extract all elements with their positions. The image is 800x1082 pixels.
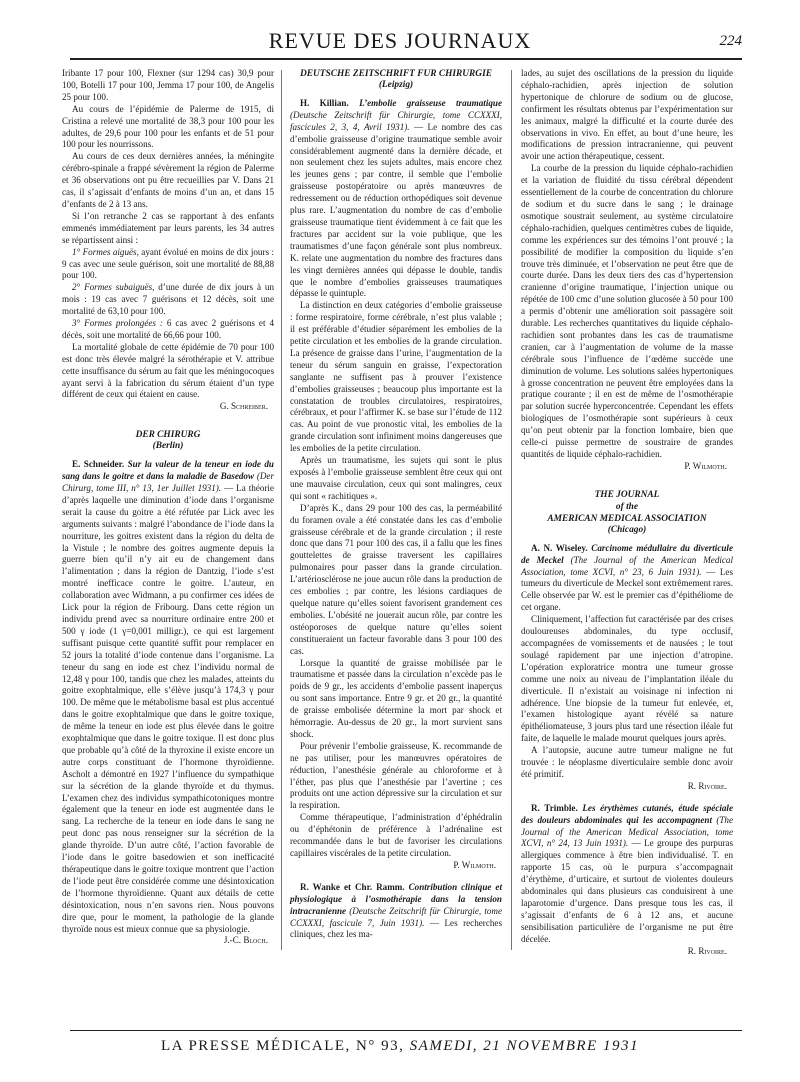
article-reference: (Deutsche Zeitschrift für Chirurgie, tome CCXXXI, fascicules 2, 3, 4, Avril 1931). bbox=[290, 109, 502, 132]
signature: J.-C. Bloch. bbox=[223, 935, 268, 946]
journal-heading: DEUTSCHE ZEITSCHRIFT FUR CHIRURGIE bbox=[300, 69, 492, 79]
paragraph: Au cours de l’épidémie de Palerme de 1915, di Cristina a relevé une mortalité de 38,3 pour 100 pour les adultes, de 29,6 pour 100 pour les enfants et de 51 pour 100 pour les nourrissons. bbox=[62, 103, 274, 150]
paragraph: Pour prévenir l’embolie graisseuse, K. recommande de ne pas utiliser, pour les manœuvres opératoires de réduction, l’anesthésie générale au chloroforme et à l’éther, pas plus que l’anesthésie par l’avertine ; ces produits ont une action dépressive sur la circulation et sur la respiration. bbox=[290, 740, 502, 811]
signature: R. Rivoire. bbox=[687, 945, 727, 956]
journal-city: (Berlin) bbox=[152, 441, 184, 452]
emphasis: 3° Formes prolongées : bbox=[72, 318, 163, 329]
journal-city: (Leipzig) bbox=[378, 80, 414, 90]
article-title: Sur la valeur de la teneur en iode du sang dans le goitre et dans la maladie de Basedow bbox=[62, 459, 274, 482]
article-reference: (The Journal of the American Medical Association, tome XCVI, n° 23, 6 Juin 1931). bbox=[521, 554, 734, 577]
paragraph: Si l’on retranche 2 cas se rapportant à des enfants emmenés immédiatement par leurs parents, les 34 autres se répartissent ainsi : bbox=[62, 210, 274, 245]
article bbox=[290, 882, 502, 942]
paragraph: Iribante 17 pour 100, Flexner (sur 1294 cas) 30,9 pour 100, Botelli 17 pour 100, Jemma 17 pour 100, de Angelis 25 pour 100. bbox=[62, 68, 274, 102]
paragraph: La courbe de la pression du liquide céphalo-rachidien et la variation de fluidité du tissu cérébral dépendent essentiellement de la courbe de concentration du chlorure de sodium et du sucre dans le sang ; le drainage osmotique soustrait seulement, au système circulatoire céphalo-rachidien, quelques centimètres cubes de liquide, comme les expériences sur des témoins l’ont prouvé ; la possibilité de modifier la composition du liquide s’en trouve très diminuée, et l’observation ne peut être que de courte durée. Dans les deux tiers des cas d’hypertension cranienne d’origine traumatique, l’injection unique ou répétée de 100 cmc d’une solution glucosée à 50 pour 100 a permis d’obtenir une amélioration soit passagère soit durable. Les recherches quantitatives du liquide céphalo-rachidien sont probantes dans les cas de traumatisme cranien, car à l’augmentation de volume de la masse cérébrale sous l’influence de l’œdème succède une diminution de volume. Les solutions salées hypertoniques à grosse concentration ne peuvent être employées dans la pratique courante ; il en est de même de l’osmothérapie par solution sucrée hyperconcentrée. Cependant les effets biologiques de l’osmothérapie sont supérieurs à ceux qu’on peut obtenir par la fonction lombaire, bien que celle-ci puisse permettre de soustraire de grandes quantités de liquide céphalo-rachidien. bbox=[521, 163, 733, 459]
paragraph: La mortalité globale de cette épidémie de 70 pour 100 est donc très élevée malgré la sérothérapie et V. attribue cette insuffisance du sérum au fait que les méningocoques ayant servi à la fabrication du sérum étaient d’un type différent de ceux qui étaient en cause. bbox=[62, 341, 274, 400]
column-2 bbox=[290, 68, 502, 941]
article-author: R. Wanke et Chr. Ramm. bbox=[300, 881, 405, 892]
journal-heading: THE JOURNAL bbox=[594, 489, 660, 500]
paragraph bbox=[62, 282, 274, 318]
article-title: L’embolie graisseuse traumatique bbox=[348, 97, 502, 108]
footer-date: SAMEDI, 21 NOVEMBRE 1931 bbox=[409, 1038, 639, 1054]
column-divider bbox=[281, 70, 282, 950]
article-reference: (Deutsche Zeitschrift für Chirurgie, tome CCXXXI, fascicule 7, Juin 1931). bbox=[290, 905, 502, 928]
article-body: — La théorie d’après laquelle une diminution d’iode dans l’organisme serait la cause du goitre a été réfutée par Lick avec les arguments suivants : malgré l’abondance de l’iode dans la nourriture, les goitres existent dans la région du delta de la Vistule ; le nombre des goitres augmente depuis la guerre bien qu’il n’y ait eu de changement dans l’alimentation ; dans la région de Dantzig, l’iode s’est montré inefficace contre le goitre. L’auteur, en collaboration avec Widmann, a pu confirmer ces idées de Lick pour la région de Fribourg. Dans cette région un individu prend avec sa nourriture ordinaire entre 200 et 500 γ iode (1 γ=0,001 milligr.), ce qui est largement suffisant puisque cette quantité suffit pour remplacer en 52 jours la totalité d’iode contenue dans l’organisme. La teneur du sang en iode est chez l’individu normal de 12,48 γ pour 100, tandis que chez les malades, atteints du goitre exophtalmique, elle s’élève jusqu’à 174,3 γ pour 100. De même que le métabolisme basal est plus accentué dans le goitre exophtalmique que dans le goitre toxique, de même la teneur en iode est plus élevée dans le goitre exophtalmique que dans le goitre toxique. Il est donc plus que probable qu’à côté de la thyroxine il existe encore un autre corps constituant de l’hormone thyroïdienne. Ascholt a démontré en 1927 l’influence du sympathique sur la sécrétion de la glande thyroïde et du thymus. L’examen chez des individus sympathicotoniques montre également que la teneur en iode est augmentée dans le sang. La recherche de la teneur en iode dans le sang ne peut donc pas nous renseigner sur la sécrétion de la glande thyroïde. D’un autre côté, l’action favorable de l’iode dans le goitre basedowien et son inefficacité thérapeutique dans le goitre toxique montrent que l’action de l’iode peut être considérée comme une désintoxication de l’hormone thyroïdienne. Quant aux détails de cette désintoxication, nous n’en savons rien. Nous pouvons dire que, pour le moment, la pathologie de la glande thyroïde nous est mieux connue que sa physiologie. bbox=[62, 483, 274, 934]
header-rule bbox=[70, 58, 742, 60]
article-reference: (The Journal of the American Medical Association, tome XCVI, n° 24, 13 Juin 1931). bbox=[521, 814, 733, 849]
article-title: Contribution clinique et physiologique à l’osmothérapie dans la tension intracranienne bbox=[290, 881, 502, 916]
text: ayant évolué en moins de dix jours : 9 cas avec une seule guérison, soit une mortalité de 88,88 pour 100. bbox=[62, 246, 274, 281]
article-body: — Les tumeurs du diverticule de Meckel sont extrêmement rares. Celle observée par W. est le premier cas d’épithéliome de cet organe. bbox=[521, 566, 733, 613]
article bbox=[521, 803, 733, 946]
paragraph: Cliniquement, l’affection fut caractérisée par des crises douloureuses abdominales, du type occlusif, accompagnées de vomissements et de nausées ; le tout soulagé rapidement par une injection d’atropine. L’opération exploratrice montra une tumeur grosse comme une noix au niveau de l’implantation iléale du diverticule. Il n’existait au voisinage ni infection ni adhérence. Une biopsie de la tumeur fut enlevée, et, l’examen histologique ayant révélé sa nature épithéliomateuse, 3 jours plus tard une résection iléale fut faite, de laquelle le malade mourut quelques jours après. bbox=[521, 614, 733, 744]
paragraph: Lorsque la quantité de graisse mobilisée par le traumatisme et passée dans la circulation n’excède pas le poids de 9 gr., les accidents d’embolie passent inaperçus ou sont sans importance. Entre 9 gr. et 20 gr., la quantité de graisse embolisée détermine la mort par shock et hémorragie. Au-dessus de 20 gr., la mort survient sans shock. bbox=[290, 657, 502, 739]
paragraph: D’après K., dans 29 pour 100 des cas, la perméabilité du foramen ovale a été constatée dans les cas d’embolie graisseuse cérébrale et de la grande circulation ; il reste donc que dans 71 pour 100 des cas, il a fallu que les fines gouttelettes de graisse traversent les capillaires pulmonaires pour passer dans la grande circulation. L’artériosclérose ne joue aucun rôle dans la production de ces embolies ; par contre, les lésions cardiaques de quelque nature qu’elles soient favorisent grandement ces embolies. L’obésité ne jouerait aucun rôle, par contre les ostéoporoses de quelque nature qu’elles soient constitueraient un facteur favorable dans 3 pour 100 des cas. bbox=[290, 502, 502, 656]
paragraph bbox=[62, 247, 274, 283]
journal-city: (Chicago) bbox=[607, 524, 647, 535]
column-1 bbox=[62, 68, 274, 947]
article bbox=[521, 543, 733, 614]
page-number: 224 bbox=[719, 33, 742, 49]
page-header bbox=[0, 0, 800, 62]
page-footer bbox=[0, 1038, 800, 1055]
paragraph bbox=[62, 318, 274, 342]
text: 6 cas avec 2 guérisons et 4 décès, soit une mortalité de 66,66 pour 100. bbox=[62, 318, 274, 340]
article bbox=[290, 98, 502, 300]
journal-heading: AMERICAN MEDICAL ASSOCIATION bbox=[547, 513, 707, 524]
signature: R. Rivoire. bbox=[687, 780, 727, 791]
footer-journal: LA PRESSE MÉDICALE, N° 93, bbox=[161, 1038, 405, 1054]
article-author: E. Schneider. bbox=[72, 459, 125, 470]
signature: G. Schreiber. bbox=[219, 401, 268, 412]
article-reference: (Der Chirurg, tome III, n° 13, 1er Juillet 1931). bbox=[62, 471, 274, 493]
text: d’une durée de dix jours à un mois : 19 cas avec 7 guérisons et 12 décès, soit une mortalité de 63,10 pour 100. bbox=[62, 282, 274, 317]
footer-rule bbox=[70, 1030, 742, 1031]
paragraph: lades, au sujet des oscillations de la pression du liquide céphalo-rachidien, après injection de solution hypertonique de chlorure de sodium ou de glucose, confirment les résultats obtenus par l’expérimentation sur les animaux, malgré la difficulté et la courte durée des observations in vivo. En effet, au bout d’une heure, les modifications de pression intracranienne, qui peuvent avoir une action thérapeutique, cessent. bbox=[521, 68, 733, 162]
article-title: Carcinome médullaire du diverticule de Meckel bbox=[521, 542, 733, 565]
journal-heading: of the bbox=[615, 501, 639, 512]
article-author: A. N. Wiseley. bbox=[531, 542, 588, 553]
article-body: — Le nombre des cas d’embolie graisseuse d’origine traumatique semble avoir considérablement augmenté dans la dernière décade, et non seulement chez les sujets adultes, mais encore chez les jeunes gens ; par contre, il semble que l’embolie graisseuse postopératoire ou après manœuvres de redressement ou de réduction orthopédiques soit devenue plus rare. L’augmentation du nombre de cas d’embolie graisseuse traumatique tient évidemment à ce fait que les fractures par accident sur la voie publique, que les traumatismes d’une façon générale sont plus nombreux. K. relate une augmentation du nombre des fractures dans les vingt dernières années qui dépasse le double, tandis que le nombre d’embolies graisseuses traumatiques dépasse le quintuple. bbox=[290, 121, 502, 299]
signature: P. Wilmoth. bbox=[453, 859, 496, 870]
signature: P. Wilmoth. bbox=[684, 460, 727, 471]
journal-section-title: REVUE DES JOURNAUX bbox=[268, 28, 532, 53]
article bbox=[62, 459, 274, 935]
column-divider bbox=[511, 70, 512, 950]
article-author: R. Trimble. bbox=[531, 802, 578, 813]
paragraph: Au cours de ces deux dernières années, la méningite cérébro-spinale a frappé sévèrement la région de Palerme et 36 observations ont pu être recueillies par V. Dans 21 cas, il s’agissait d’enfants de moins d’un an, et dans 15 d’enfants de 2 à 13 ans. bbox=[62, 151, 274, 209]
paragraph: La distinction en deux catégories d’embolie graisseuse : forme respiratoire, forme cérébrale, n’est plus valable ; il est préférable d’étudier séparément les embolies de la petite circulation et les embolies de la grande circulation. La présence de graisse dans l’urine, l’augmentation de la teneur du sérum sanguin en graisse, l’expectoration sanglante ne suffisent pas à prouver l’existence d’embolies graisseuses ; beaucoup plus importante est la constatation de troubles circulatoires, respiratoires, cérébraux, et pour l’affirmer K. se base sur l’étude de 112 cas. Au point de vue pronostic vital, les embolies de la grande circulation sont infiniment moins dangereuses que les embolies de la petite circulation. bbox=[290, 300, 502, 454]
paragraph: A l’autopsie, aucune autre tumeur maligne ne fut trouvée : le néoplasme diverticulaire semble donc avoir été primitif. bbox=[521, 745, 733, 779]
paragraph: Comme thérapeutique, l’administration d’éphédralin ou d’éphétonin de préférence à l’adrénaline est recommandée dans le but de favoriser les circulations capillaires viscérales de la petite circulation. bbox=[290, 812, 502, 858]
emphasis: 1° Formes aiguës, bbox=[72, 246, 139, 257]
article-body: — Les recherches cliniques, chez les ma- bbox=[290, 917, 502, 940]
paragraph: Après un traumatisme, les sujets qui sont le plus exposés à l’embolie graisseuse semblent être ceux qui ont une mauvaise circulation, ceux qui sont malingres, ceux qui sont « rachitiques ». bbox=[290, 455, 502, 501]
article-body: — Le groupe des purpuras allergiques commence à être bien individualisé. T. en rapporte 15 cas, où le purpura s’accompagnait d’érythème, d’urticaire, et surtout de violentes douleurs abdominales qui dans plusieurs cas conduisirent à une laparotomie d’urgence. Dans presque tous les cas, il s’agissait d’enfants de 6 à 12 ans, et aucune sensibilisation particulière de l’organisme ne put être décelée. bbox=[521, 838, 734, 944]
journal-heading: DER CHIRURG bbox=[135, 430, 201, 441]
article-title: Les érythèmes cutanés, étude spéciale des douleurs abdominales qui les accompagnent bbox=[521, 802, 733, 825]
column-3 bbox=[521, 68, 733, 958]
emphasis: 2° Formes subaiguës, bbox=[72, 282, 155, 293]
article-author: H. Killian. bbox=[300, 97, 349, 108]
